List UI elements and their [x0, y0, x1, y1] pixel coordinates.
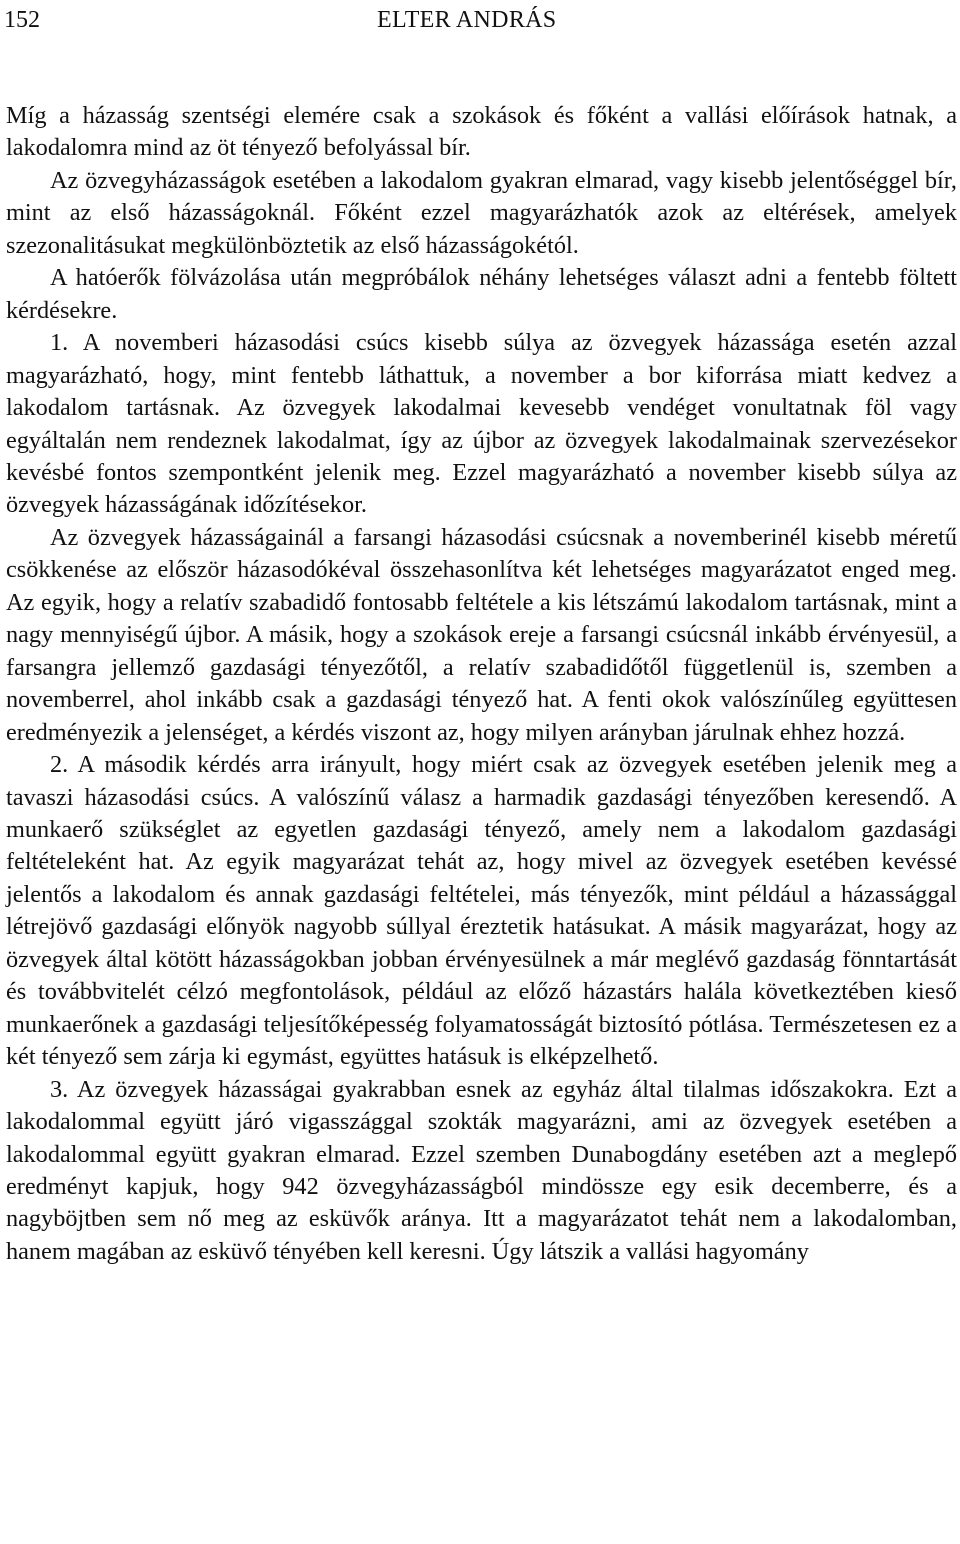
paragraph: 3. Az özvegyek házasságai gyakrabban esnek az egyház által tilalmas időszakokra. Ezt a lakodalommal együtt járó vigasszággal szokták magyarázni, ami az özvegyek esetében a lakodalommal együtt gyakran elmarad. Ezzel szemben Dunabogdány esetében azt a meglepő eredményt kapjuk, hogy 942 özvegyházasságból mindössze egy esik decemberre, és a nagyböjtben sem nő meg az esküvők aránya. Itt a magyarázatot tehát nem a lakodalomban, hanem magában az esküvő tényében kell keresni. Úgy látszik a vallási hagyomány — [6, 1075, 957, 1265]
running-head — [4, 4, 960, 38]
paragraph: Míg a házasság szentségi elemére csak a szokások és főként a vallási előírások hatnak, a lakodalomra mind az öt tényező befolyással bír. — [6, 102, 957, 162]
running-title: ELTER ANDRÁS — [377, 7, 557, 33]
page-number: 152 — [4, 7, 40, 33]
body-text — [6, 100, 957, 1268]
paragraph: 1. A novemberi házasodási csúcs kisebb súlya az özvegyek házassága esetén azzal magyarázható, hogy, mint fentebb láthattuk, a november a bor kiforrása miatt kedvez a lakodalom tartásnak. Az özvegyek lakodalmai kevesebb vendéget vonultatnak föl vagy egyáltalán nem rendeznek lakodalmat, így az újbor az özvegyek lakodalmainak szervezésekor kevésbé fontos szempontként jelenik meg. Ezzel magyarázható a november kisebb súlya az özvegyek házasságának időzítésekor. — [6, 329, 957, 519]
paragraph: 2. A második kérdés arra irányult, hogy miért csak az özvegyek esetében jelenik meg a tavaszi házasodási csúcs. A valószínű válasz a harmadik gazdasági tényezőben keresendő. A munkaerő szükséglet az egyetlen gazdasági tényező, amely nem a lakodalom gazdasági feltételeként hat. Az egyik magyarázat tehát az, hogy mivel az özvegyek esetében kevéssé jelentős a lakodalom és annak gazdasági feltételei, más tényezők, mint például a házassággal létrejövő gazdasági előnyök nagyobb súllyal éreztetik hatásukat. A másik magyarázat, hogy az özvegyek által kötött házasságokban jobban érvényesülnek a már meglévő gazdaság fönntartását és továbbvitelét célzó megfontolások, például az előző házastárs halála következtében kieső munkaerőnek a gazdasági teljesítőképesség folyamatosságát biztosító pótlása. Természetesen ez a két tényező sem zárja ki egymást, együttes hatásuk is elképzelhető. — [6, 751, 957, 1071]
paragraph: Az özvegyek házasságainál a farsangi házasodási csúcsnak a novemberinél kisebb méretű csökkenése az először házasodókéval összehasonlítva két lehetséges magyarázatot enged meg. Az egyik, hogy a relatív szabadidő fontosabb feltétele a kis létszámú lakodalom tartásnak, mint a nagy mennyiségű újbor. A másik, hogy a szokások ereje a farsangi csúcsnál inkább érvényesül, a farsangra jellemző gazdasági tényezőtől, a relatív szabadidőtől függetlenül is, szemben a novemberrel, ahol inkább csak a gazdasági tényező hat. A fenti okok valószínűleg együttesen eredményezik a jelenséget, a kérdés viszont az, hogy milyen arányban járulnak ehhez hozzá. — [6, 523, 957, 746]
paragraph: Az özvegyházasságok esetében a lakodalom gyakran elmarad, vagy kisebb jelentőséggel bír, mint az első házasságoknál. Főként ezzel magyarázhatók azok az eltérések, amelyek szezonalitásukat megkülönböztetik az első házasságokétól. — [6, 166, 957, 259]
paragraph: A hatóerők fölvázolása után megpróbálok néhány lehetséges választ adni a fentebb föltett kérdésekre. — [6, 264, 957, 324]
